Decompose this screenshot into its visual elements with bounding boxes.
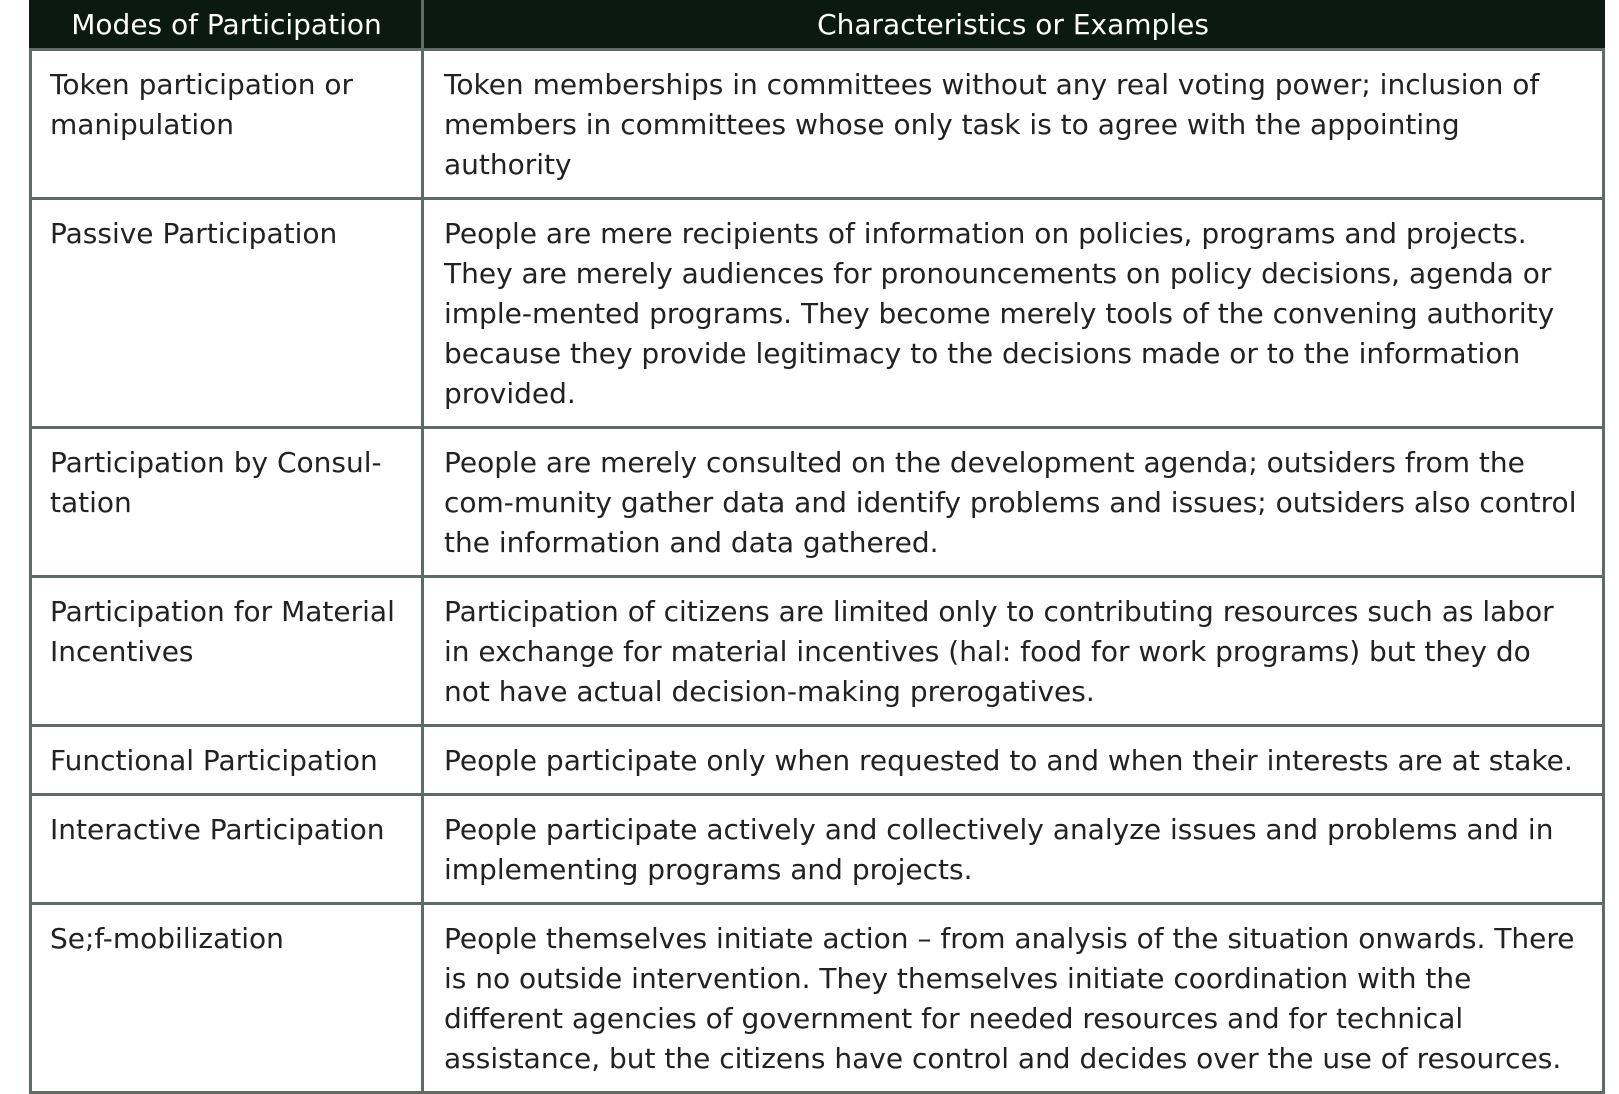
header-row <box>31 0 1604 50</box>
mode-cell: Participation by Consul-tation <box>31 428 423 577</box>
mode-cell: Interactive Participation <box>31 795 423 904</box>
mode-cell: Passive Participation <box>31 199 423 428</box>
table-body <box>31 50 1604 1093</box>
table-row <box>31 199 1604 428</box>
mode-cell: Participation for Material Incentives <box>31 577 423 726</box>
mode-cell: Token participation or manipulation <box>31 50 423 199</box>
description-cell: Participation of citizens are limited only to contributing resources such as labor in exchange for material incentives (hal: food for work programs) but they do not have actual decision-making prerogatives. <box>423 577 1604 726</box>
description-cell: People participate only when requested to and when their interests are at stake. <box>423 726 1604 795</box>
participation-table-container <box>29 0 1602 1094</box>
table-row <box>31 577 1604 726</box>
description-cell: Token memberships in committees without any real voting power; inclusion of members in committees whose only task is to agree with the appointing authority <box>423 50 1604 199</box>
description-cell: People themselves initiate action – from analysis of the situation onwards. There is no outside intervention. They themselves initiate coordination with the different agencies of government for needed resources and for technical assistance, but the citizens have control and decides over the use of resources. <box>423 904 1604 1093</box>
mode-cell: Functional Participation <box>31 726 423 795</box>
table-row <box>31 795 1604 904</box>
description-cell: People are mere recipients of information on policies, programs and projects. They are merely audiences for pronouncements on policy decisions, agenda or imple-mented programs. They become merely tools of the convening authority because they provide legitimacy to the decisions made or to the information provided. <box>423 199 1604 428</box>
description-cell: People are merely consulted on the development agenda; outsiders from the com-munity gather data and identify problems and issues; outsiders also control the information and data gathered. <box>423 428 1604 577</box>
participation-modes-table <box>29 0 1605 1094</box>
mode-cell: Se;f-mobilization <box>31 904 423 1093</box>
table-row <box>31 726 1604 795</box>
description-cell: People participate actively and collectively analyze issues and problems and in implementing programs and projects. <box>423 795 1604 904</box>
table-row <box>31 50 1604 199</box>
table-row <box>31 904 1604 1093</box>
header-characteristics: Characteristics or Examples <box>423 0 1604 50</box>
table-header <box>31 0 1604 50</box>
header-modes: Modes of Participation <box>31 0 423 50</box>
table-row <box>31 428 1604 577</box>
